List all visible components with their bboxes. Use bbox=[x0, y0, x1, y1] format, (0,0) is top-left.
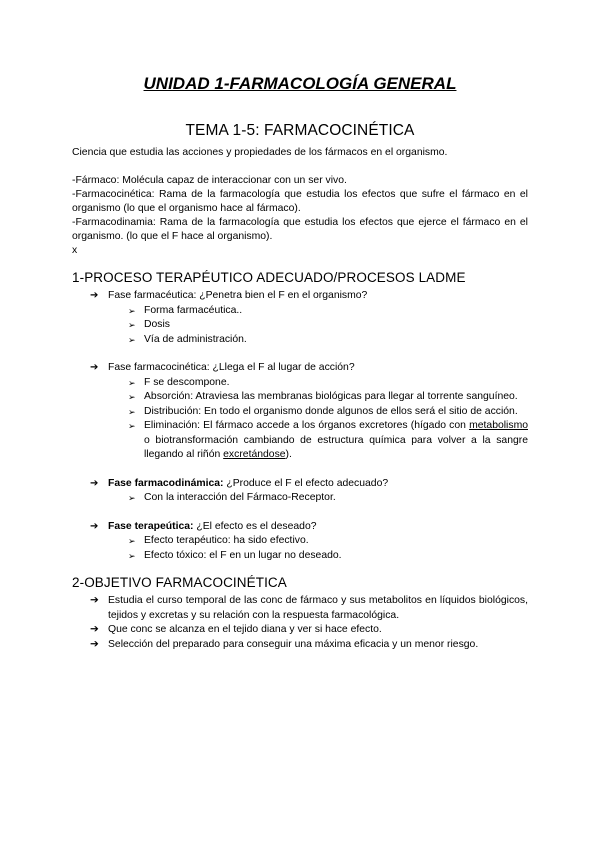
arrowhead-bullet-icon: ➢ bbox=[128, 550, 136, 561]
spacer bbox=[72, 463, 528, 477]
definition-farmacodinamia: -Farmacodinamia: Rama de la farmacología que estudia los efectos que ejerce el fármaco en el organismo. (lo que el F hace al organismo). bbox=[72, 217, 528, 242]
phase-farmacodinamica: ➔ Fase farmacodinámica: ¿Produce el F el efecto adecuado? bbox=[72, 477, 528, 492]
topic-title: TEMA 1-5: FARMACOCINÉTICA bbox=[185, 122, 415, 139]
arrowhead-bullet-icon: ➢ bbox=[128, 493, 136, 503]
arrowhead-bullet-icon: ➢ bbox=[128, 320, 136, 330]
definitions-block bbox=[72, 174, 528, 258]
phase-list bbox=[72, 289, 528, 563]
list-item: ➔ Estudia el curso temporal de las conc de fármaco y sus metabolitos en líquidos biológicos, tejidos y excretas y su relación con la respuesta farmacológica. bbox=[90, 595, 528, 621]
list-item: ➢ Efecto tóxico: el F en un lugar no deseado. bbox=[72, 549, 528, 564]
spacer bbox=[72, 347, 528, 361]
arrow-icon: ➔ bbox=[90, 638, 99, 650]
section2-heading: 2-OBJETIVO FARMACOCINÉTICA bbox=[72, 575, 287, 590]
arrowhead-bullet-icon: ➢ bbox=[128, 377, 136, 388]
arrow-icon: ➔ bbox=[90, 595, 99, 606]
underlined-term: metabolismo bbox=[469, 420, 528, 431]
objective-list bbox=[72, 594, 528, 652]
phase-farmacocinetica bbox=[72, 361, 528, 376]
list-item: ➔ Selección del preparado para conseguir una máxima eficacia y un menor riesgo. bbox=[72, 638, 528, 653]
arrowhead-bullet-icon: ➢ bbox=[128, 536, 136, 546]
definition-farmacocinetica: -Farmacocinética: Rama de la farmacología que estudia los efectos que sufre el fármaco en el organismo (lo que el organismo hace al fármaco). bbox=[72, 189, 528, 214]
arrowhead-bullet-icon: ➢ bbox=[128, 334, 136, 345]
list-item: ➢ Absorción: Atraviesa las membranas biológicas para llegar al torrente sanguíneo. bbox=[72, 390, 528, 405]
arrow-icon: ➔ bbox=[90, 362, 99, 373]
arrow-icon: ➔ bbox=[90, 520, 99, 532]
section1-heading: 1-PROCESO TERAPÉUTICO ADECUADO/PROCESOS LADME bbox=[72, 270, 466, 285]
arrow-icon: ➔ bbox=[90, 477, 99, 489]
spacer bbox=[72, 506, 528, 520]
intro-text: Ciencia que estudia las acciones y propiedades de los fármacos en el organismo. bbox=[72, 147, 448, 158]
list-item: ➢ Con la interacción del Fármaco-Receptor. bbox=[72, 491, 528, 506]
arrowhead-bullet-icon: ➢ bbox=[128, 406, 136, 417]
arrowhead-bullet-icon: ➢ bbox=[128, 421, 136, 431]
list-item: ➢ Efecto terapéutico: ha sido efectivo. bbox=[72, 534, 528, 549]
list-item: ➔ Que conc se alcanza en el tejido diana y ver si hace efecto. bbox=[72, 623, 528, 638]
list-item: ➢ F se descompone. bbox=[72, 376, 528, 391]
phase-terapeutica: ➔ Fase terapeútica: ¿El efecto es el deseado? bbox=[72, 520, 528, 535]
phase-label-bold: Fase terapeútica: bbox=[108, 520, 194, 532]
list-item-eliminacion: ➢ Eliminación: El fármaco accede a los órganos excretores (hígado con metabolismo o biotransformación cambiando de estructura química para volver a la sangre llegando al riñón excretándose). bbox=[128, 420, 528, 460]
list-item: ➢ Distribución: En todo el organismo donde algunos de ellos será el sitio de acción. bbox=[72, 405, 528, 420]
unit-title: UNIDAD 1-FARMACOLOGÍA GENERAL bbox=[143, 74, 457, 93]
list-item: ➢ Forma farmacéutica.. bbox=[72, 304, 528, 319]
arrowhead-bullet-icon: ➢ bbox=[128, 305, 136, 316]
phase-label-bold: Fase farmacodinámica: bbox=[108, 477, 224, 489]
arrowhead-bullet-icon: ➢ bbox=[128, 392, 136, 402]
phase-farmaceutica bbox=[72, 289, 528, 304]
phase-label: Fase farmacocinética: ¿Llega el F al lugar de acción? bbox=[108, 362, 355, 373]
underlined-term: excretándose bbox=[223, 449, 286, 460]
stray-x: x bbox=[72, 245, 78, 256]
definition-farmaco: -Fármaco: Molécula capaz de interaccionar con un ser vivo. bbox=[72, 175, 347, 186]
phase-label: Fase farmacéutica: ¿Penetra bien el F en el organismo? bbox=[108, 290, 368, 301]
arrow-icon: ➔ bbox=[90, 290, 99, 301]
list-item: ➢ Dosis bbox=[72, 318, 528, 333]
list-item: ➢ Vía de administración. bbox=[72, 333, 528, 348]
arrow-icon: ➔ bbox=[90, 624, 99, 635]
